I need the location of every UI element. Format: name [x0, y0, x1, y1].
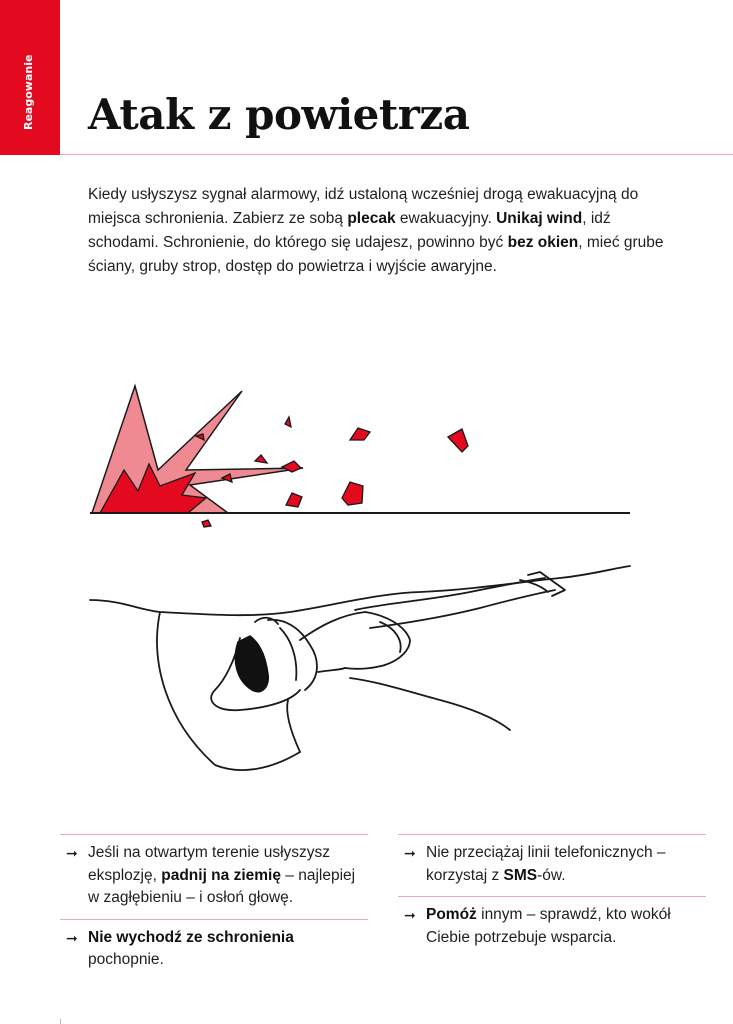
- debris-piece: [448, 429, 468, 452]
- debris-piece: [342, 482, 363, 505]
- tips-left-list: [60, 834, 368, 981]
- tip-item: [398, 834, 706, 896]
- hair: [235, 636, 268, 692]
- person-lying: [90, 566, 630, 770]
- tip-bold: SMS: [503, 866, 538, 884]
- debris-piece: [286, 493, 302, 507]
- arrow-right-icon: ➞: [66, 929, 78, 946]
- tip-text: -ów.: [537, 866, 566, 884]
- intro-text-4: , mieć grube ściany, gruby strop, dostęp do powietrza i wyjście awaryjne.: [88, 234, 664, 275]
- tip-bold: Pomóż: [426, 906, 477, 923]
- tip-text: pochopnie.: [88, 951, 164, 968]
- page-title: Atak z powietrza: [88, 90, 470, 139]
- intro-text-3: , idź schodami. Schronienie, do którego się udajesz, powinno być: [88, 210, 611, 251]
- intro-bold-no-elevators: Unikaj wind: [496, 210, 583, 227]
- tip-item: [60, 919, 368, 981]
- debris-piece: [202, 520, 211, 527]
- intro-text-2: ewakuacyjny.: [395, 210, 497, 227]
- title-divider: [60, 154, 733, 155]
- intro-bold-backpack: plecak: [347, 210, 396, 227]
- tip-text: Jeśli na otwartym terenie usłyszysz eksplozję,: [88, 844, 331, 884]
- section-tab: [0, 0, 60, 155]
- tip-item: [60, 834, 368, 919]
- tip-text: innym – sprawdź, kto wokół Ciebie potrzebuje wsparcia.: [426, 906, 671, 946]
- explosion-illustration: [80, 375, 650, 775]
- arrow-right-icon: ➞: [404, 845, 416, 861]
- intro-text-1: Kiedy usłyszysz sygnał alarmowy, idź ustaloną wcześniej drogą ewakuacyjną do miejsca schronienia. Zabierz ze sobą: [88, 186, 639, 227]
- tips-right-list: [398, 834, 706, 958]
- intro-paragraph: [88, 183, 678, 279]
- debris-piece: [285, 417, 291, 427]
- page-edge-mark: [60, 1019, 61, 1024]
- debris-piece: [350, 428, 370, 440]
- tip-bold: padnij na ziemię: [161, 866, 281, 884]
- tip-text: – najlepiej w zagłębieniu – i osłoń głowę.: [88, 866, 356, 906]
- tip-text: Nie przeciążaj linii telefonicznych – korzystaj z: [426, 844, 666, 884]
- tip-item: [398, 896, 706, 958]
- section-label: Reagowanie: [22, 54, 35, 130]
- arrow-right-icon: ➞: [66, 845, 78, 861]
- intro-bold-no-windows: bez okien: [507, 234, 579, 251]
- tip-bold: Nie wychodź ze schronienia: [88, 928, 294, 946]
- arrow-right-icon: ➞: [404, 907, 416, 923]
- debris-piece: [255, 455, 267, 463]
